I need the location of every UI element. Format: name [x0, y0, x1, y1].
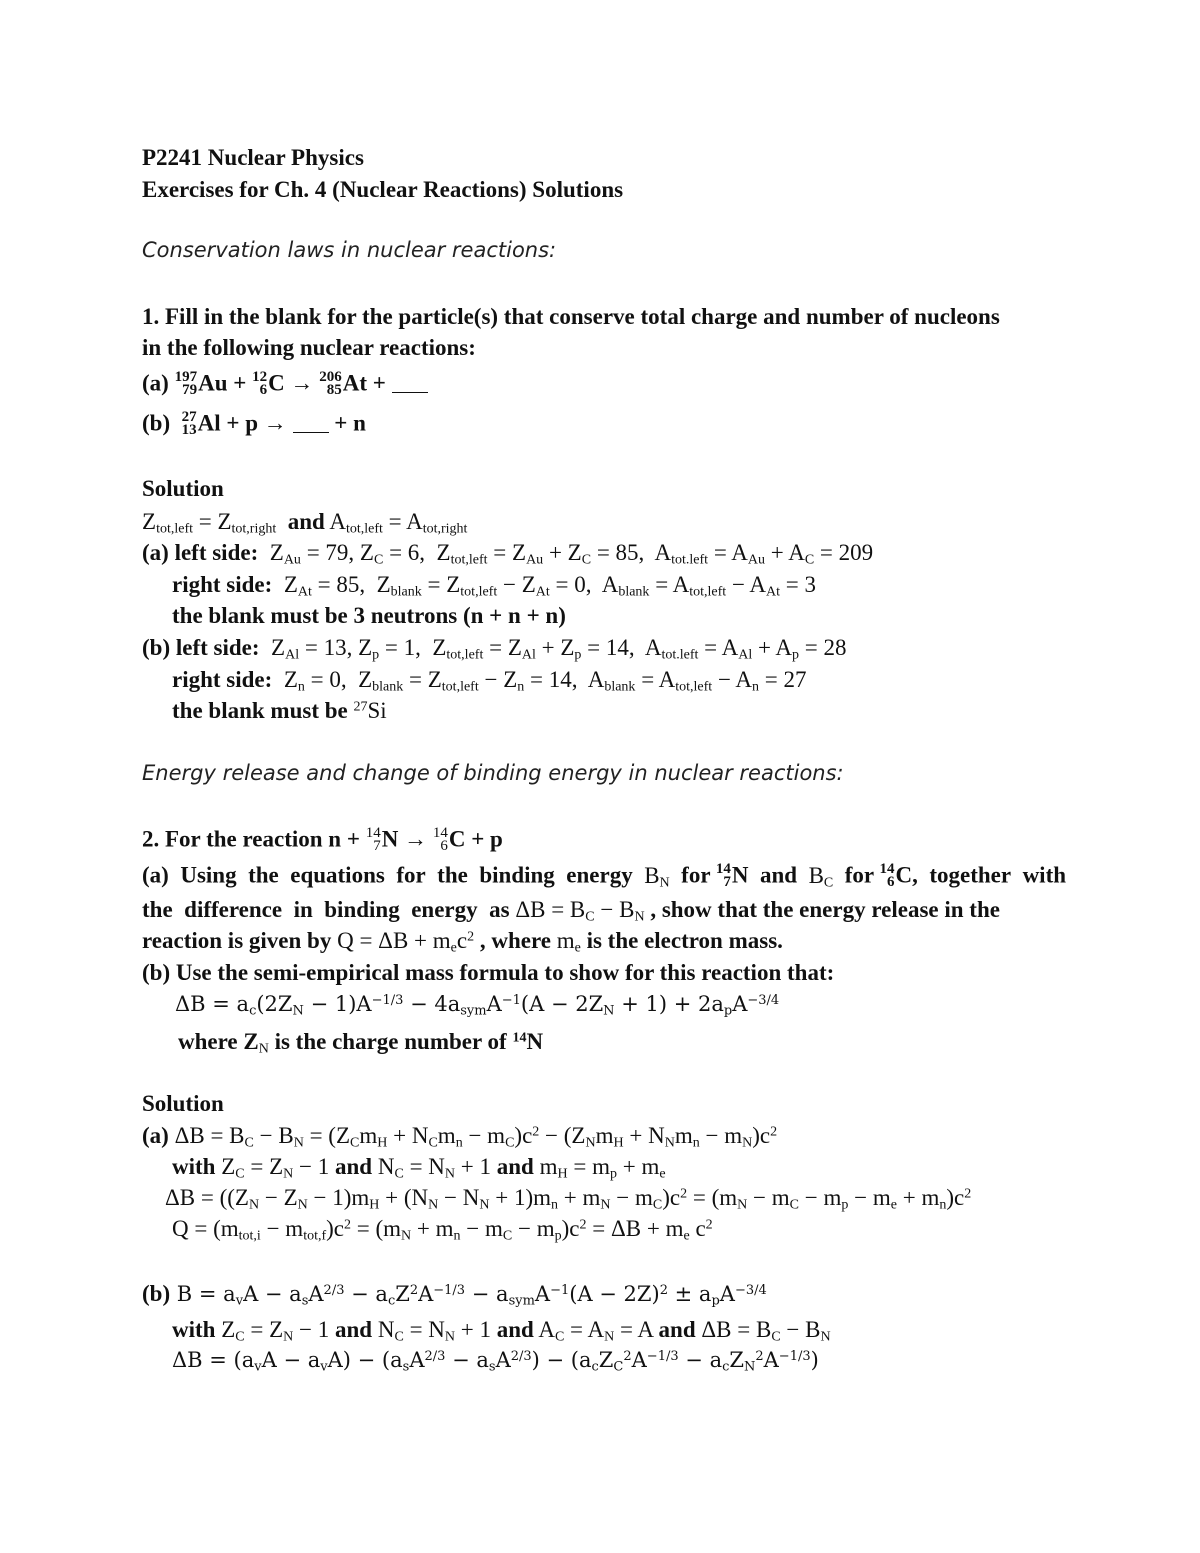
blank-a	[392, 376, 428, 393]
page-subtitle: Exercises for Ch. 4 (Nuclear Reactions) Solutions	[142, 177, 624, 202]
nuclide-at: 206 85	[319, 369, 342, 398]
question-2a-line-2: the difference in binding energy as $\Delta B = B_C - B_N$ , show that the energy release in the	[142, 897, 1000, 925]
question-2a-line-1: (a) Using the equations for the binding energy $B_N$ for 14 7 N and $B_C$ for 14 6 C, together with	[142, 861, 1067, 891]
nuclide-n14: 14 7	[365, 825, 381, 854]
solution-2a-line-3: $\Delta B = ((Z_N - Z_N - 1)m_H + (N_N - N_N + 1)m_n + m_N - m_C)c^2 = (m_N - m_C - m_p - m_e + m_n)c^2$	[165, 1185, 972, 1213]
solution-1a-conclusion: the blank must be 3 neutrons (n + n + n)	[172, 603, 566, 628]
nuclide-c14: 14 6	[432, 825, 448, 854]
solution-1a-right: right side: $Z_{At} = 85$, $Z_{blank} = Z_{tot,left} - Z_{At} = 0$, $A_{blank} = A_{tot,left} - A_{At} = 3$	[172, 572, 816, 600]
solution-2a-line-1: (a) $\Delta B = B_C - B_N = (Z_Cm_H + N_Cm_n - m_C)c^2 - (Z_Nm_H + N_Nm_n - m_N)c^2$	[142, 1123, 778, 1151]
solution-2a-line-2: with $Z_C = Z_N - 1$ and $N_C = N_N + 1$ and $m_H = m_p + m_e$	[172, 1154, 666, 1182]
solution-1-heading: Solution	[142, 476, 224, 501]
section-heading-energy-release: Energy release and change of binding energy in nuclear reactions:	[142, 761, 844, 785]
solution-2a-line-4: $Q = (m_{tot,i} - m_{tot,f})c^2 = (m_N + m_n - m_C - m_p)c^2 = \Delta B + m_e$ $c^2$	[172, 1216, 713, 1244]
nuclide-al: 27 13	[181, 409, 197, 438]
question-1-part-b: (b) 27 13 Al + p → + n	[142, 409, 366, 438]
solution-2b-line-2: with $Z_C = Z_N - 1$ and $N_C = N_N + 1$ and $A_C = A_N = A$ and $\Delta B = B_C - B_N$	[172, 1317, 831, 1345]
solution-2b-line-1: (b) $B = a_vA - a_sA^{2/3} - a_cZ^2A^{-1/3} - a_{sym}A^{-1}(A - 2Z)^2 \pm a_pA^{-3/4}$	[142, 1281, 767, 1309]
section-heading-conservation: Conservation laws in nuclear reactions:	[142, 238, 557, 262]
solution-1b-left: (b) left side: $Z_{Al} = 13$, $Z_p = 1$, $Z_{tot,left} = Z_{Al} + Z_p = 14$, $A_{tot.left} = A_{Al} + A_p = 28$	[142, 635, 847, 663]
nuclide-c: 12 6	[252, 369, 268, 398]
question-1-line-2: in the following nuclear reactions:	[142, 335, 476, 360]
page-title: P2241 Nuclear Physics	[142, 145, 364, 170]
question-2a-line-3: reaction is given by $Q = \Delta B + m_ec^2$ , where $m_e$ is the electron mass.	[142, 928, 783, 956]
nuclide-au: 197 79	[174, 369, 198, 398]
solution-1-conservation: $Z_{tot,left} = Z_{tot,right}$ and $A_{tot,left} = A_{tot,right}$	[142, 509, 468, 537]
solution-1b-conclusion: the blank must be $^{27}$Si	[172, 698, 387, 723]
blank-b	[293, 416, 329, 433]
question-2-intro: 2. For the reaction n + 14 7 N → 14 6 C + p	[142, 825, 503, 854]
question-2b: (b) Use the semi-empirical mass formula to show for this reaction that:	[142, 960, 835, 985]
question-1-part-a: (a) 197 79 Au + 12 6 C → 206 85 At +	[142, 370, 428, 398]
question-2b-formula: $\Delta B = a_c(2Z_N - 1)A^{-1/3} - 4a_{sym}A^{-1}(A - 2Z_N + 1) + 2a_pA^{-3/4}$	[175, 992, 780, 1019]
solution-2b-line-3: $\Delta B = (a_vA - a_vA) - (a_sA^{2/3} - a_sA^{2/3}) - (a_cZ_C^2A^{-1/3} - a_cZ_N^2A^{-1/3})$	[172, 1348, 819, 1375]
question-2b-where: where $Z_N$ is the charge number of $^{14}$N	[178, 1029, 544, 1057]
solution-1a-left: (a) left side: $Z_{Au} = 79$, $Z_C = 6$, $Z_{tot,left} = Z_{Au} + Z_C = 85$, $A_{tot.left} = A_{Au} + A_C = 209$	[142, 540, 874, 568]
solution-2-heading: Solution	[142, 1091, 224, 1116]
solution-1b-right: right side: $Z_n = 0$, $Z_{blank} = Z_{tot,left} - Z_n = 14$, $A_{blank} = A_{tot,left} - A_n = 27$	[172, 667, 807, 695]
question-1-line-1: 1. Fill in the blank for the particle(s) that conserve total charge and number of nucleons	[142, 304, 1000, 329]
